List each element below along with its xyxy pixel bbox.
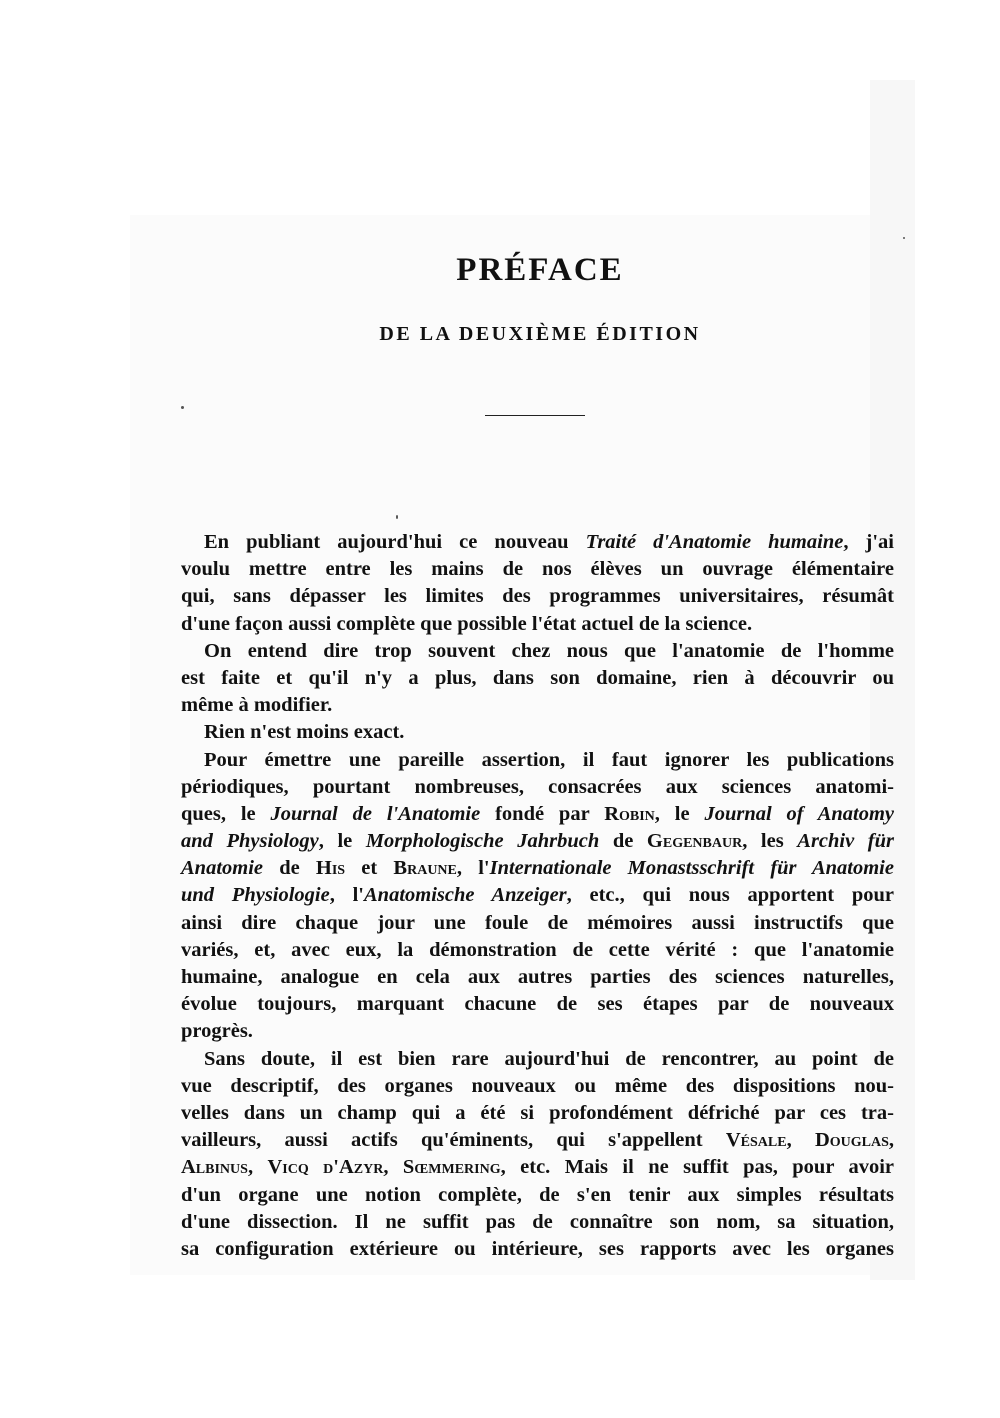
text-segment: Sans doute, il est bien rare aujourd'hui de rencontrer, au point de — [204, 1047, 894, 1070]
text-line — [181, 1236, 894, 1263]
text-segment: Pour émettre une pareille assertion, il faut ignorer les publications — [204, 748, 894, 771]
text-segment: , — [247, 1156, 268, 1179]
text-segment: velles dans un champ qui a été si profondément défriché par ces tra- — [181, 1101, 894, 1124]
text-line — [181, 910, 894, 937]
text-segment: de — [263, 857, 316, 880]
text-segment: , le — [318, 830, 366, 853]
text-line — [181, 611, 894, 638]
text-segment: ainsi dire chaque jour une foule de mémoires aussi instructifs que — [181, 911, 894, 934]
italic-title-text: and Physiology — [181, 830, 319, 853]
text-line — [181, 991, 894, 1018]
text-line — [181, 1127, 894, 1154]
text-segment: , j'ai — [843, 531, 894, 553]
italic-title-text: Journal of Anatomy — [704, 802, 895, 825]
text-line — [181, 1018, 894, 1045]
text-segment: humaine, analogue en cela aux autres parties des sciences naturelles, — [181, 966, 894, 988]
text-segment: fondé par — [480, 802, 605, 825]
text-line — [181, 964, 894, 991]
italic-title-text: Morphologische Jahrbuch — [365, 830, 600, 853]
text-segment: , etc., qui nous apportent pour — [566, 884, 894, 907]
italic-title-text: Internationale Monastsschrift für Anatomie — [489, 857, 894, 880]
text-line — [181, 638, 894, 665]
text-line — [181, 1182, 894, 1209]
title-divider — [485, 415, 585, 416]
text-segment: de — [599, 830, 647, 853]
page-subtitle: DE LA DEUXIÈME ÉDITION — [379, 323, 701, 345]
text-segment: , — [786, 1129, 815, 1152]
text-line — [181, 529, 894, 556]
italic-title-text: und Physiologie — [181, 884, 330, 907]
author-name-text: Douglas — [814, 1129, 889, 1152]
text-segment: qui, sans dépasser les limites des programmes universitaires, résumât — [181, 585, 894, 608]
text-line — [181, 828, 894, 855]
text-segment: , le — [654, 802, 705, 825]
text-segment: est faite et qu'il n'y a plus, dans son domaine, rien à découvrir ou — [181, 666, 894, 689]
text-line — [181, 774, 894, 801]
text-segment: , — [888, 1129, 894, 1152]
italic-title-text: Archiv für — [797, 830, 894, 853]
author-name-text: Robin — [604, 802, 655, 825]
text-line — [181, 855, 894, 882]
text-line — [181, 1046, 894, 1073]
author-name-text: Gegenbaur — [646, 830, 743, 853]
text-line — [181, 882, 894, 909]
text-line — [181, 719, 894, 746]
italic-title-text: Journal de l'Anatomie — [270, 802, 481, 825]
italic-title-text: Anatomische Anzeiger — [364, 884, 567, 907]
text-segment: , etc. Mais il ne suffit pas, pour avoir — [500, 1156, 895, 1179]
italic-title-text: Anatomie — [181, 857, 264, 880]
text-segment: évolue toujours, marquant chacune de ses étapes par de nouveaux — [181, 993, 894, 1016]
text-line — [181, 747, 894, 774]
text-line — [181, 692, 894, 719]
italic-title-text: Traité d'Anatomie humaine — [585, 531, 844, 553]
author-name-text: Vicq d'Azyr — [267, 1156, 384, 1179]
text-segment: On entend dire trop souvent chez nous que l'anatomie de l'homme — [204, 639, 894, 662]
text-segment: même à modifier. — [181, 694, 333, 717]
text-segment: En publiant aujourd'hui ce nouveau — [204, 531, 586, 553]
author-name-text: His — [315, 857, 346, 880]
text-segment: d'un organe une notion complète, de s'en tenir aux simples résultats — [181, 1183, 894, 1206]
text-segment: progrès. — [181, 1020, 253, 1043]
text-line — [181, 1073, 894, 1100]
text-line — [181, 801, 894, 828]
text-segment: , — [383, 1156, 403, 1179]
text-line — [181, 1154, 894, 1181]
text-segment: voulu mettre entre les mains de nos élèves un ouvrage élémentaire — [181, 558, 894, 581]
author-name-text: Sœmmering — [402, 1156, 501, 1179]
text-line — [181, 583, 894, 610]
text-line — [181, 556, 894, 583]
author-name-text: Braune — [393, 857, 457, 880]
text-segment: vailleurs, aussi actifs qu'éminents, qui s'appellent — [181, 1129, 726, 1152]
text-segment: d'une façon aussi complète que possible l'état actuel de la science. — [181, 612, 753, 635]
text-line — [181, 1209, 894, 1236]
text-line — [181, 937, 894, 964]
author-name-text: Albinus — [181, 1156, 248, 1179]
preface-body — [181, 529, 894, 1263]
author-name-text: Vésale — [725, 1129, 787, 1152]
text-segment: périodiques, pourtant nombreuses, consacrées aux sciences anatomi- — [181, 775, 894, 798]
text-segment: d'une dissection. Il ne suffit pas de connaître son nom, sa situation, — [181, 1210, 894, 1233]
scan-speck — [181, 406, 184, 409]
text-segment: vue descriptif, des organes nouveaux ou même des dispositions nou- — [181, 1074, 894, 1097]
text-line — [181, 1100, 894, 1127]
text-line — [181, 665, 894, 692]
page-title: PRÉFACE — [456, 252, 624, 288]
text-segment: et — [345, 857, 394, 880]
text-segment: , l' — [329, 884, 364, 907]
text-segment: sa configuration extérieure ou intérieure, ses rapports avec les organes — [181, 1237, 894, 1260]
text-segment: variés, et, avec eux, la démonstration de cette vérité : que l'anatomie — [181, 938, 894, 961]
text-segment: ques, le — [181, 802, 271, 825]
scan-speck — [903, 237, 905, 239]
text-segment: , les — [742, 830, 798, 853]
scan-speck — [396, 515, 398, 519]
text-segment: Rien n'est moins exact. — [204, 721, 405, 744]
text-segment: , l' — [456, 857, 490, 880]
